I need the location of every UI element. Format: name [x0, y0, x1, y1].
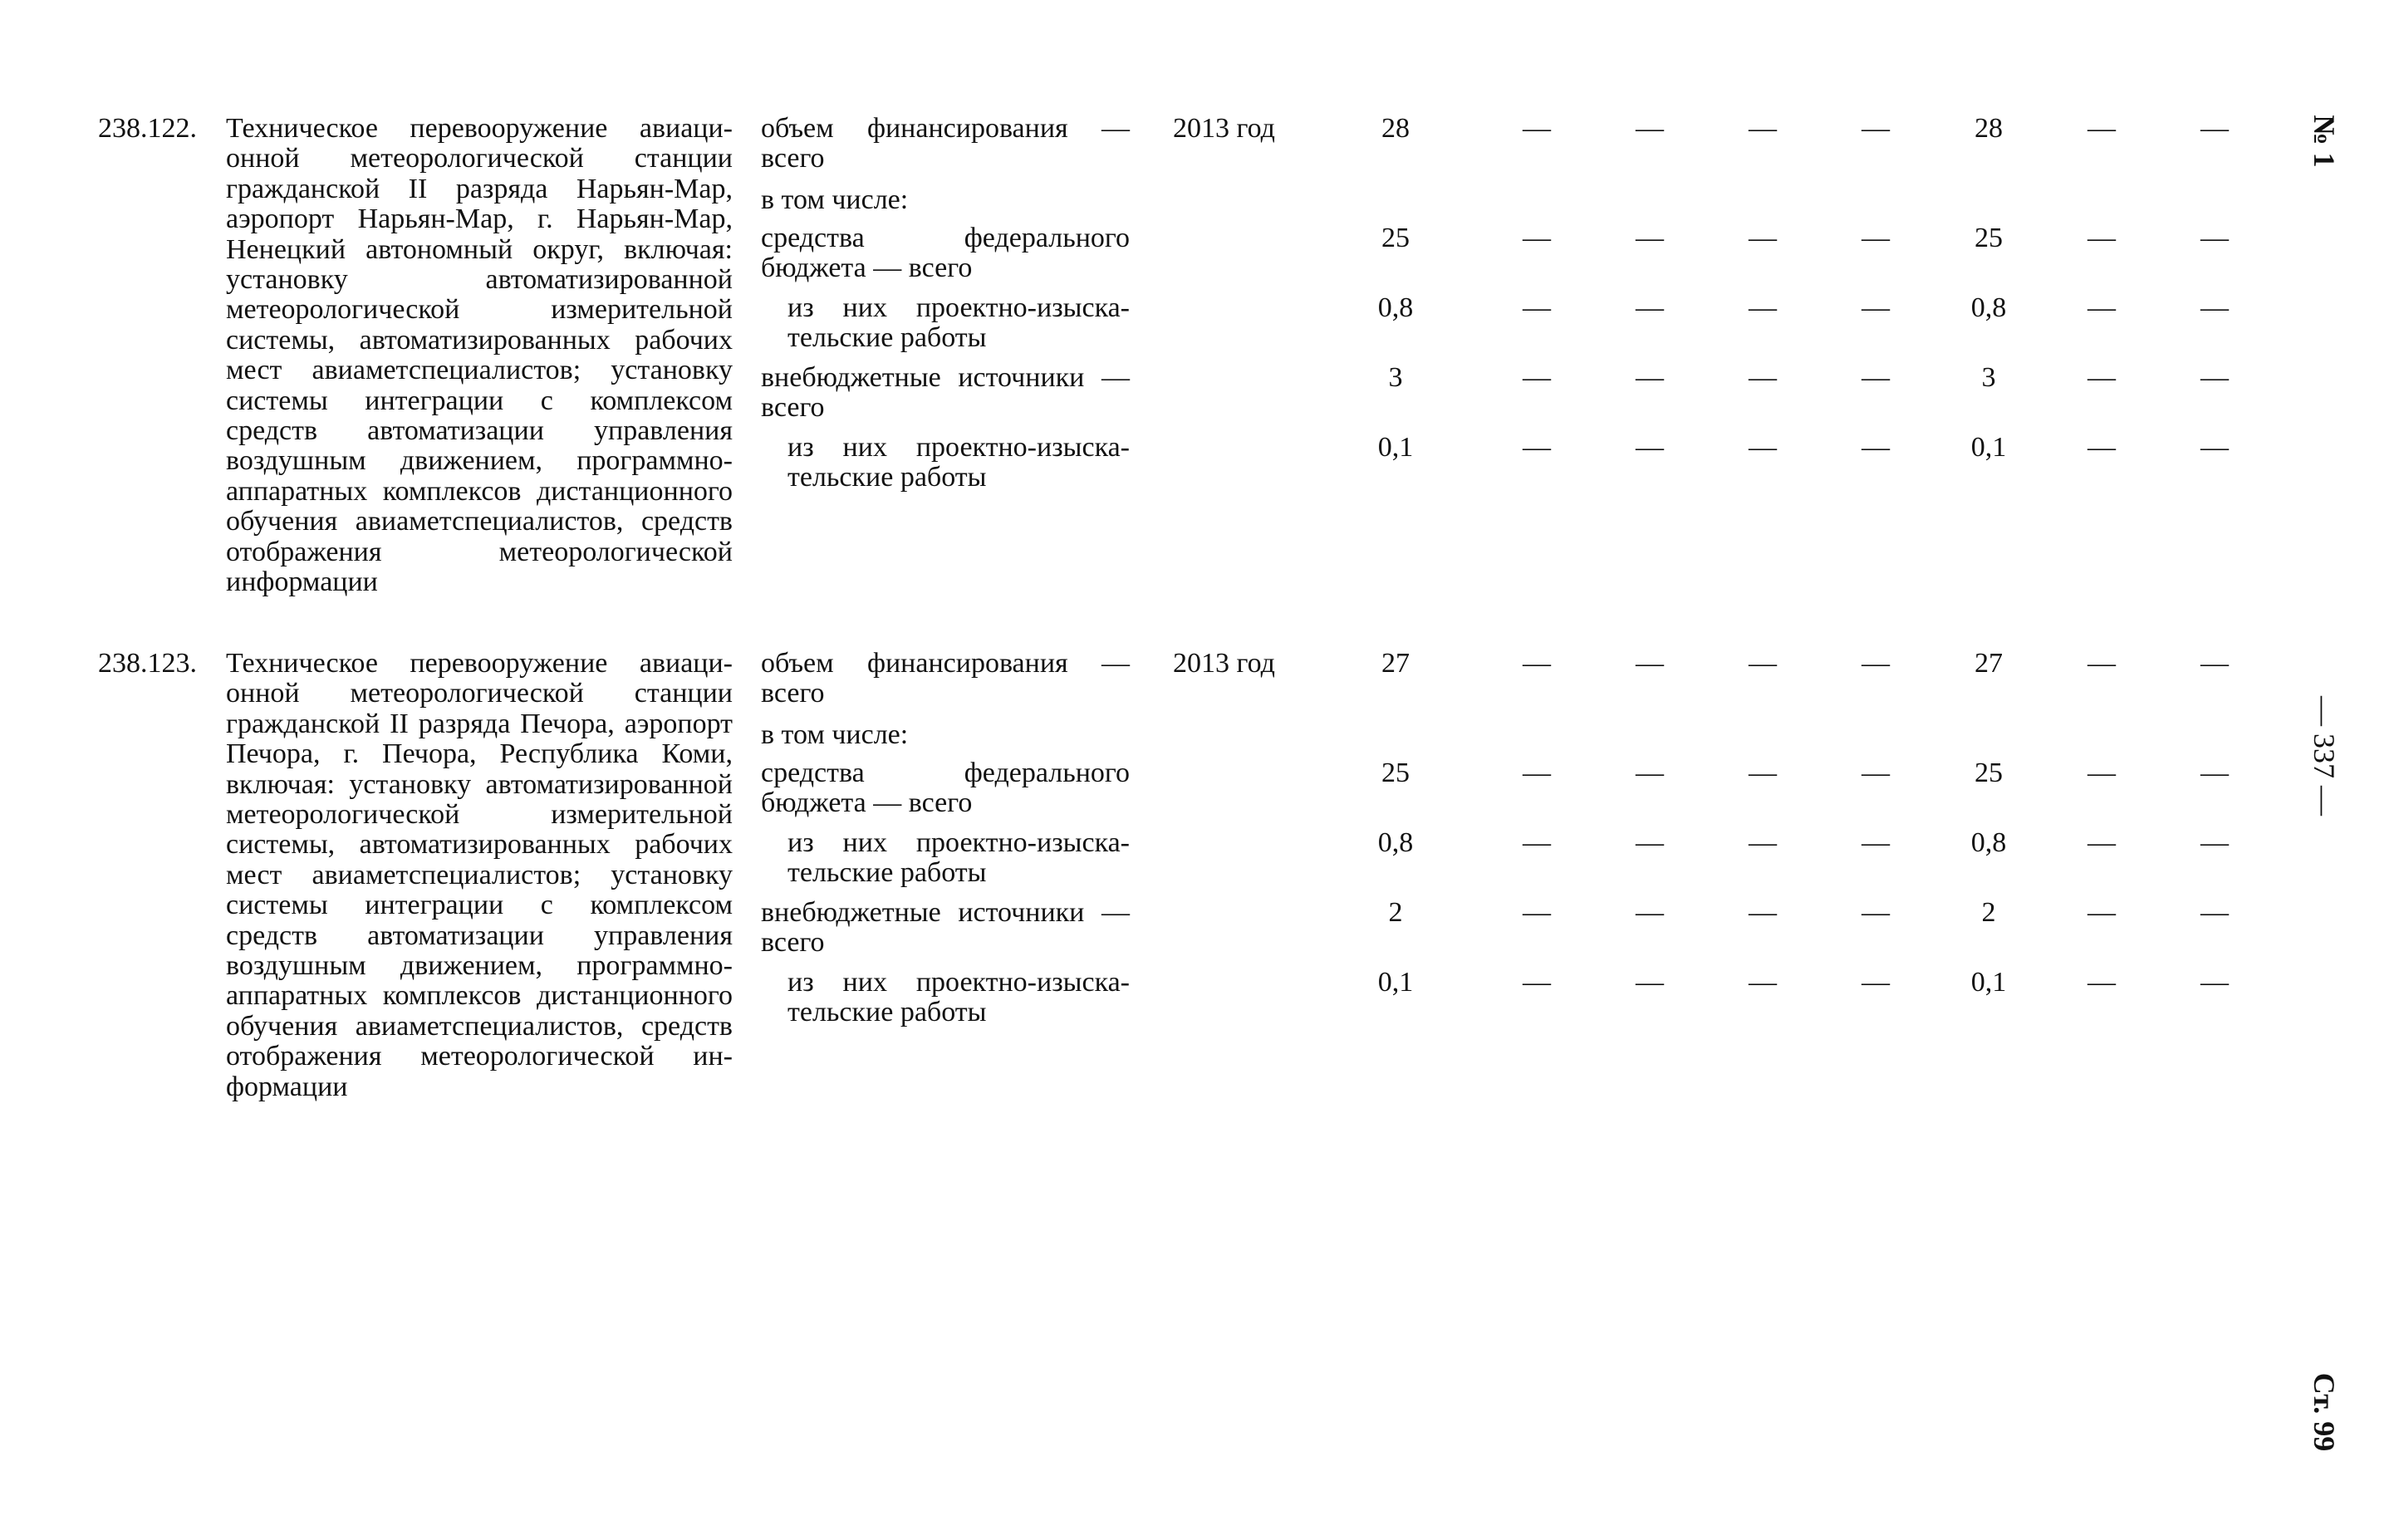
value-cell: —	[1636, 758, 1664, 788]
funding-label: в том числе:	[761, 184, 909, 215]
value-cell: 27	[1381, 648, 1410, 679]
value-cell: —	[2200, 113, 2229, 144]
value-cell: 25	[1975, 758, 2003, 788]
value-cell: 28	[1381, 113, 1410, 144]
value-cell: —	[1749, 432, 1777, 463]
value-cell: 3	[1981, 362, 1996, 393]
value-cell: —	[1862, 432, 1890, 463]
value-cell: —	[2088, 432, 2116, 463]
value-cell: 0,1	[1970, 967, 2007, 998]
issue-number: № 1	[2308, 115, 2341, 168]
value-cell: 0,1	[1377, 432, 1414, 463]
value-cell: —	[1636, 967, 1664, 998]
value-cell: —	[1749, 223, 1777, 253]
funding-label: средства федерального бюджета — всего	[761, 223, 1130, 283]
value-cell: 0,8	[1377, 292, 1414, 323]
value-cell: —	[1523, 827, 1551, 858]
value-cell: —	[1749, 648, 1777, 679]
article-number: Ст. 99	[2308, 1372, 2341, 1452]
value-cell: —	[2200, 223, 2229, 253]
value-cell: 0,1	[1377, 967, 1414, 998]
value-cell: —	[1636, 648, 1664, 679]
value-cell: 0,8	[1970, 292, 2007, 323]
funding-label: объем финансирования — всего	[761, 113, 1130, 174]
value-cell: —	[2088, 113, 2116, 144]
value-cell: —	[2088, 897, 2116, 928]
value-cell: —	[2200, 362, 2229, 393]
value-cell: —	[2200, 292, 2229, 323]
value-cell: —	[1862, 897, 1890, 928]
value-cell: —	[1749, 897, 1777, 928]
value-cell: —	[2200, 897, 2229, 928]
value-cell: —	[1523, 758, 1551, 788]
value-cell: —	[1636, 113, 1664, 144]
value-cell: —	[2200, 758, 2229, 788]
value-cell: —	[2088, 827, 2116, 858]
funding-label: из них проектно-изыскательские работы	[787, 967, 1130, 1027]
value-cell: —	[2200, 432, 2229, 463]
value-cell: —	[1862, 362, 1890, 393]
value-cell: —	[1862, 827, 1890, 858]
value-cell: —	[1636, 223, 1664, 253]
value-cell: 2	[1981, 897, 1996, 928]
value-cell: 25	[1381, 223, 1410, 253]
funding-label: внебюджетные источники — всего	[761, 362, 1130, 423]
value-cell: 25	[1381, 758, 1410, 788]
funding-label: внебюджетные источники — всего	[761, 897, 1130, 958]
funding-year: 2013 год	[1173, 648, 1275, 679]
value-cell: —	[1749, 292, 1777, 323]
page-number: — 337 —	[2308, 696, 2341, 816]
value-cell: —	[1523, 432, 1551, 463]
value-cell: —	[1636, 827, 1664, 858]
value-cell: —	[1749, 362, 1777, 393]
value-cell: —	[2200, 827, 2229, 858]
funding-label: из них проектно-изыскательские работы	[787, 432, 1130, 493]
entry-number: 238.123.	[98, 648, 197, 679]
value-cell: 3	[1388, 362, 1403, 393]
value-cell: —	[1749, 113, 1777, 144]
funding-label: в том числе:	[761, 719, 909, 750]
value-cell: —	[1523, 113, 1551, 144]
value-cell: —	[1523, 897, 1551, 928]
funding-label: из них проектно-изыскательские работы	[787, 827, 1130, 888]
value-cell: —	[2088, 223, 2116, 253]
value-cell: —	[1862, 113, 1890, 144]
value-cell: —	[2200, 967, 2229, 998]
value-cell: —	[1636, 362, 1664, 393]
value-cell: —	[2088, 758, 2116, 788]
value-cell: —	[2200, 648, 2229, 679]
value-cell: —	[1636, 292, 1664, 323]
funding-year: 2013 год	[1173, 113, 1275, 144]
value-cell: —	[2088, 362, 2116, 393]
value-cell: —	[1523, 223, 1551, 253]
value-cell: —	[2088, 967, 2116, 998]
value-cell: —	[1749, 967, 1777, 998]
value-cell: —	[2088, 648, 2116, 679]
value-cell: 2	[1388, 897, 1403, 928]
value-cell: —	[1862, 967, 1890, 998]
value-cell: —	[1862, 292, 1890, 323]
value-cell: 0,1	[1970, 432, 2007, 463]
value-cell: 25	[1975, 223, 2003, 253]
value-cell: —	[2088, 292, 2116, 323]
funding-label: средства федерального бюджета — всего	[761, 758, 1130, 818]
value-cell: —	[1636, 897, 1664, 928]
funding-label: объем финансирования — всего	[761, 648, 1130, 709]
value-cell: 27	[1975, 648, 2003, 679]
value-cell: —	[1862, 758, 1890, 788]
value-cell: —	[1862, 648, 1890, 679]
value-cell: —	[1749, 827, 1777, 858]
value-cell: 28	[1975, 113, 2003, 144]
value-cell: —	[1523, 648, 1551, 679]
value-cell: —	[1636, 432, 1664, 463]
value-cell: —	[1749, 758, 1777, 788]
value-cell: 0,8	[1970, 827, 2007, 858]
value-cell: 0,8	[1377, 827, 1414, 858]
value-cell: —	[1523, 362, 1551, 393]
funding-label: из них проектно-изыскательские работы	[787, 292, 1130, 353]
value-cell: —	[1523, 967, 1551, 998]
value-cell: —	[1862, 223, 1890, 253]
entry-description: Техническое перевооружение авиационной метеорологической станции гражданской II разряда Печора, аэропорт Печора, г. Печора, Республика Коми, включая: установку автоматизированной метеорологической измерительной системы, автоматизированных рабочих мест авиаметспециалистов; установку системы интеграции с комплексом средств автоматизации управления воздушным движением, программно-аппаратных комплексов дистанционного обучения авиаметспециалистов, средств отображения метеорологической информации	[226, 648, 733, 1102]
entry-description: Техническое перевооружение авиационной метеорологической станции гражданской II разряда Нарьян-Мар, аэропорт Нарьян-Мар, г. Нарьян-Мар, Ненецкий автономный округ, включая: установку автоматизированной метеорологической измерительной системы, автоматизированных рабочих мест авиаметспециалистов; установку системы интеграции с комплексом средств автоматизации управления воздушным движением, программно-аппаратных комплексов дистанционного обучения авиаметспециалистов, средств отображения метеорологической информации	[226, 113, 733, 598]
entry-number: 238.122.	[98, 113, 197, 144]
value-cell: —	[1523, 292, 1551, 323]
